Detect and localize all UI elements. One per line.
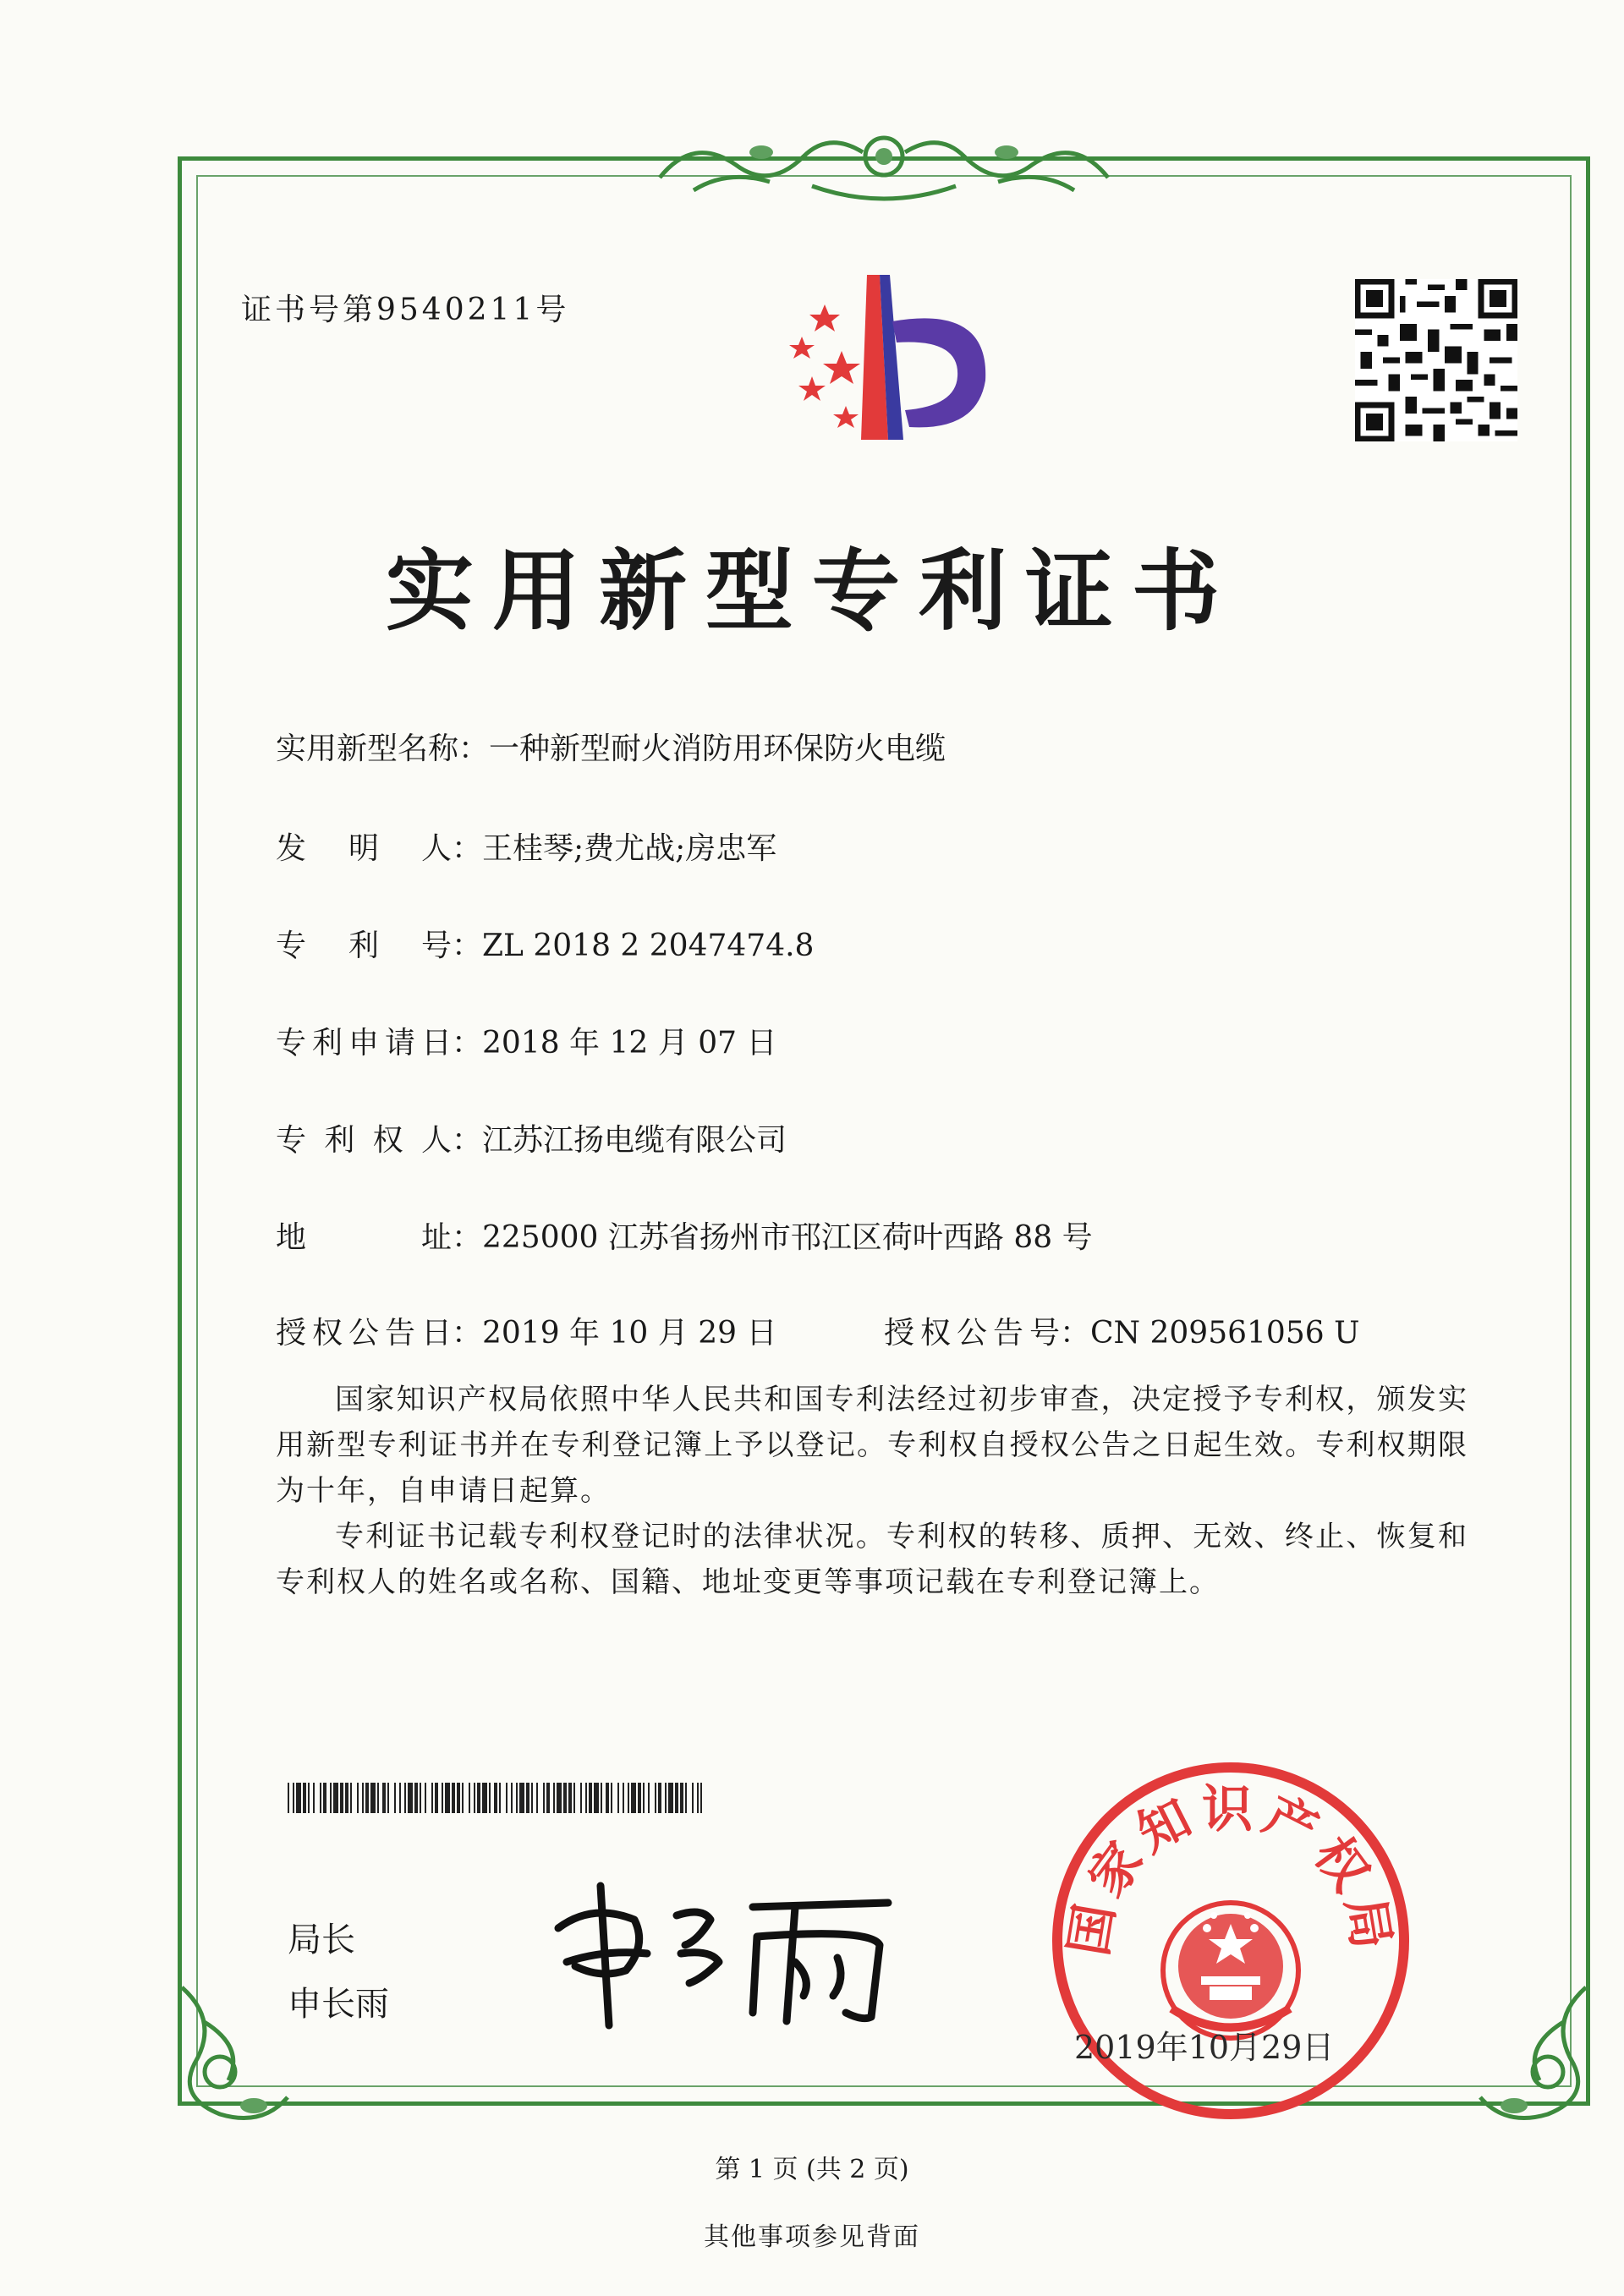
field-value: ：江苏江扬电缆有限公司: [452, 1123, 787, 1158]
field-inventors: [276, 825, 776, 868]
field-label: 专利号: [276, 929, 452, 963]
field-value: ：225000 江苏省扬州市邗江区荷叶西路 88 号: [452, 1220, 1093, 1255]
certificate-body: [276, 1377, 1468, 1605]
field-value: ：CN 209561056 U: [1060, 1316, 1360, 1351]
field-grant-number: [884, 1309, 1359, 1352]
certificate-number: 证书号第9540211号: [241, 293, 570, 327]
field-value: ：ZL 2018 2 2047474.8: [452, 929, 815, 963]
field-application-date: [276, 1019, 776, 1062]
bottom-right-ornament: [1429, 1970, 1599, 2131]
seal-date: 2019年10月29日: [1074, 2029, 1335, 2066]
official-seal: [1045, 1755, 1417, 2127]
field-label: 专利权人: [276, 1123, 452, 1158]
field-label: 发明人: [276, 831, 452, 866]
field-value: ：2019 年 10 月 29 日: [452, 1316, 777, 1351]
top-ornament: [643, 118, 1125, 203]
footnote: 其他事项参见背面: [704, 2222, 920, 2252]
field-value: ：王桂琴;费尤战;房忠军: [452, 831, 777, 866]
field-label: 实用新型名称: [276, 732, 459, 766]
field-utility-model-name: [276, 725, 946, 768]
patent-office-logo: [761, 271, 1015, 457]
handwritten-signature: [541, 1869, 922, 2038]
signer-name: 申长雨: [288, 1985, 389, 2024]
field-label: 授权公告号: [884, 1316, 1060, 1351]
qr-code: [1355, 279, 1517, 441]
field-patentee: [276, 1116, 787, 1159]
field-label: 地址: [276, 1220, 452, 1255]
body-paragraph-2: 专利证书记载专利权登记时的法律状况。专利权的转移、质押、无效、终止、恢复和专利权人的姓名或名称、国籍、地址变更等事项记载在专利登记簿上。: [276, 1520, 1468, 1599]
field-label: 专利申请日: [276, 1026, 452, 1060]
field-grant-date: [276, 1309, 776, 1352]
barcode: [288, 1783, 702, 1813]
page-number: 第 1 页 (共 2 页): [715, 2155, 909, 2184]
seal-text: 国家知识产权局: [1059, 1780, 1402, 1960]
field-value: ：一种新型耐火消防用环保防火电缆: [458, 732, 946, 766]
body-paragraph-1: 国家知识产权局依照中华人民共和国专利法经过初步审查，决定授予专利权，颁发实用新型专利证书并在专利登记簿上予以登记。专利权自授权公告之日起生效。专利权期限为十年，自申请日起算。: [276, 1383, 1468, 1508]
field-label: 授权公告日: [276, 1316, 452, 1351]
field-address: [276, 1214, 1093, 1257]
field-value: ：2018 年 12 月 07 日: [452, 1026, 777, 1060]
signer-title: 局长: [288, 1921, 355, 1959]
field-patent-number: [276, 922, 814, 965]
certificate-title: 实用新型专利证书: [385, 540, 1238, 643]
